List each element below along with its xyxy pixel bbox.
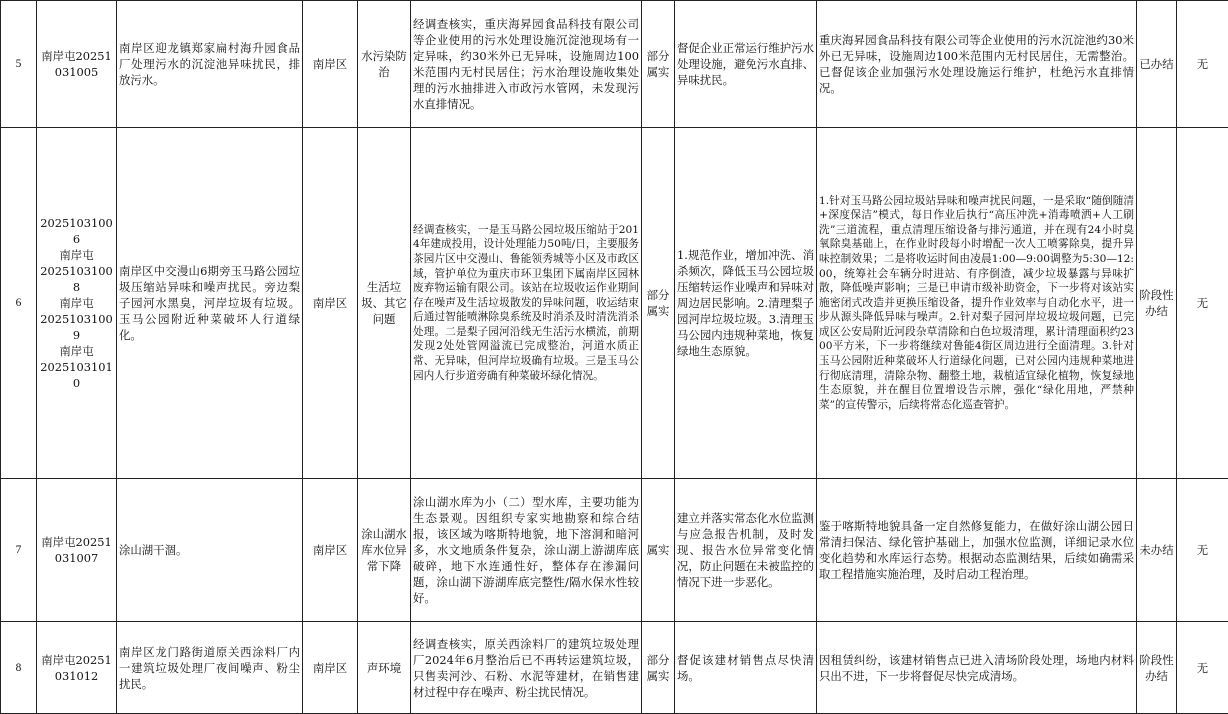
sequence-number: 5 — [1, 1, 37, 128]
complaint-code: 20251031006 南岸屯 20251031008 南岸屯 20251031009 南岸屯 20251031010 — [37, 128, 117, 479]
complaint-description: 南岸区龙门路街道原关西涂料厂内一建筑垃圾处理厂夜间噪声、粉尘扰民。 — [117, 622, 303, 714]
rectification-result: 1.针对玉马路公园垃圾站异味和噪声扰民问题，一是采取“随倒随清+深度保洁”模式，每日作业后执行“高压冲洗+消毒喷洒+人工刷洗”三道流程，重点清理压缩设备与排污通道，并在现有24小时臭氧除臭基础上，在作业时段每小时增配一次人工喷雾除臭，提升异味控制效果；二是将收运时间由凌晨1:00—9:00调整为5:30—12:00，统筹社会车辆分时进站、有序倒渣，减少垃圾暴露与异味扩散，降低噪声影响；三是已申请市级补助资金，下一步将对该站实施密闭式改造并更换压缩设备，提升作业效率与自动化水平，进一步从源头降低异味与噪声。2.针对梨子园河岸垃圾垃圾问题，已完成区公安局附近河段杂草清除和白色垃圾清理，累计清理面积约2300平方米，下一步将继续对鲁能4街区周边进行全面清理。3.针对玉马公园附近种菜破坏人行道绿化问题，已对公园内违规种菜地进行彻底清理，清除杂物、翻整土地，栽植适宜绿化植物，恢复绿地生态原貌，并在醒目位置增设告示牌，强化“绿化用地，严禁种菜”的宣传警示，后续将常态化巡查管护。 — [817, 128, 1137, 479]
handling-measures: 督促该建材销售点尽快清场。 — [675, 622, 817, 714]
pollution-category: 涂山湖水库水位异常下降 — [358, 479, 411, 622]
status: 已办结 — [1137, 1, 1177, 128]
handling-measures: 建立并落实常态化水位监测与应急报告机制，及时发现、报告水位异常变化情况，防止问题在未被监控的情况下进一步恶化。 — [675, 479, 817, 622]
accountability: 无 — [1177, 622, 1228, 714]
investigation-finding: 经调查核实，重庆海昇园食品科技有限公司等企业使用的污水处理设施沉淀池现场有一定异味，约30米外已无异味，设施周边100米范围内无村民居住；污水治理设施收集处理的污水抽排进入市政污水管网，未发现污水直排情况。 — [411, 1, 642, 128]
accountability: 无 — [1177, 128, 1228, 479]
table-row — [1, 1, 1228, 128]
rectification-result: 因租赁纠纷，该建材销售点已进入清场阶段处理，场地内材料只出不进，下一步将督促尽快完成清场。 — [817, 622, 1137, 714]
pollution-category: 水污染防治 — [358, 1, 411, 128]
district: 南岸区 — [303, 1, 358, 128]
table-row — [1, 479, 1228, 622]
verdict: 部分属实 — [642, 622, 675, 714]
district: 南岸区 — [303, 622, 358, 714]
complaint-description: 南岸区中交漫山6期旁玉马路公园垃圾压缩站异味和噪声扰民。旁边梨子园河水黑臭，河岸垃圾有垃圾。玉马公园附近种菜破坏人行道绿化。 — [117, 128, 303, 479]
complaint-code: 南岸屯20251031007 — [37, 479, 117, 622]
status: 未办结 — [1137, 479, 1177, 622]
table-row — [1, 128, 1228, 479]
rectification-result: 鉴于喀斯特地貌具备一定自然修复能力，在做好涂山湖公园日常清扫保洁、绿化管护基础上，加强水位监测，详细记录水位变化趋势和水库运行态势。根据动态监测结果，后续如确需采取工程措施实施治理，及时启动工程治理。 — [817, 479, 1137, 622]
verdict: 部分属实 — [642, 128, 675, 479]
district: 南岸区 — [303, 128, 358, 479]
district: 南岸区 — [303, 479, 358, 622]
complaint-description: 南岸区迎龙镇郑家扁村海升园食品厂处理污水的沉淀池异味扰民，排放污水。 — [117, 1, 303, 128]
complaint-code: 南岸屯20251031005 — [37, 1, 117, 128]
investigation-finding: 经调查核实，原关西涂料厂的建筑垃圾处理厂2024年6月整治后已不再转运建筑垃圾，只售卖河沙、石粉、水泥等建材，在销售建材过程中存在噪声、粉尘扰民情况。 — [411, 622, 642, 714]
pollution-category: 生活垃圾、其它问题 — [358, 128, 411, 479]
pollution-category: 声环境 — [358, 622, 411, 714]
accountability: 无 — [1177, 1, 1228, 128]
verdict: 部分属实 — [642, 1, 675, 128]
handling-measures: 督促企业正常运行维护污水处理设施，避免污水直排、异味扰民。 — [675, 1, 817, 128]
rectification-result: 重庆海昇园食品科技有限公司等企业使用的污水沉淀池约30米外已无异味，设施周边100米范围内无村民居住，无需整治。已督促该企业加强污水处理设施运行维护，杜绝污水直排情况。 — [817, 1, 1137, 128]
status: 阶段性办结 — [1137, 128, 1177, 479]
sequence-number: 6 — [1, 128, 37, 479]
complaint-description: 涂山湖干涸。 — [117, 479, 303, 622]
accountability: 无 — [1177, 479, 1228, 622]
verdict: 属实 — [642, 479, 675, 622]
investigation-finding: 经调查核实，一是玉马路公园垃圾压缩站于2014年建成投用，设计处理能力50吨/日，主要服务茶园片区中交漫山、鲁能领秀城等小区及市政区域，管护单位为重庆市环卫集团下属南岸区园林废弃物运输有限公司。该站在垃圾收运作业期间存在噪声及生活垃圾散发的异味问题，收运结束后通过智能喷淋除臭系统及时消杀及时清洗消杀处理。二是梨子园河沿线无生活污水横流，前期发现2处处管网溢流已完成整治，河道水质正常、无异味，但河岸垃圾确有垃圾。三是玉马公园内人行步道旁确有种菜破坏绿化情况。 — [411, 128, 642, 479]
table-row — [1, 622, 1228, 714]
sequence-number: 7 — [1, 479, 37, 622]
status: 阶段性办结 — [1137, 622, 1177, 714]
complaint-code: 南岸屯20251031012 — [37, 622, 117, 714]
sequence-number: 8 — [1, 622, 37, 714]
handling-measures: 1.规范作业，增加冲洗、消杀频次，降低玉马公园垃圾压缩转运作业噪声和异味对周边居民影响。2.清理梨子园河岸垃圾垃圾。3.清理玉马公园内违规种菜地，恢复绿地生态原貌。 — [675, 128, 817, 479]
investigation-finding: 涂山湖水库为小（二）型水库，主要功能为生态景观。因组织专家实地勘察和综合结报，该区域为喀斯特地貌，地下溶洞和暗河多，水文地质条件复杂，涂山湖上游湖库底破碎，地下水连通性好，整体存在渗漏问题，涂山湖下游湖库底完整性/隔水保水性较好。 — [411, 479, 642, 622]
